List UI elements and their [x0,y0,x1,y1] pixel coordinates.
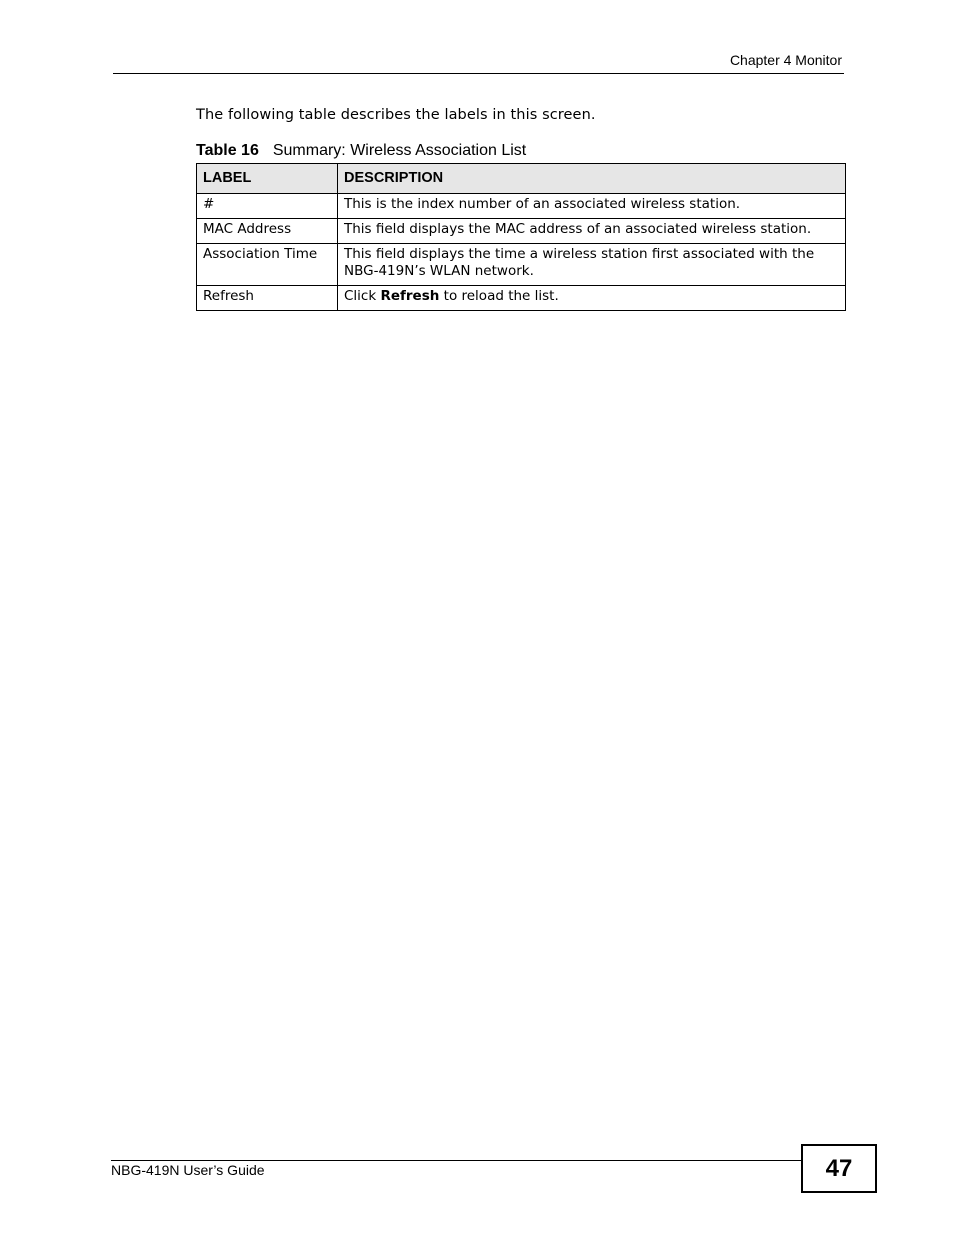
row-description: This field displays the MAC address of an associated wireless station. [338,219,846,244]
row-label: # [197,194,338,219]
table-caption-number: Table 16 [196,142,259,159]
table-header-row [197,164,846,194]
row-description: This field displays the time a wireless station first associated with the NBG-419N’s WLAN network. [338,244,846,286]
row-label: Refresh [197,286,338,311]
labels-table [196,163,846,311]
table-row [197,244,846,286]
desc-bold-term: Refresh [380,288,440,304]
guide-title: NBG-419N User’s Guide [111,1162,265,1178]
table-row [197,219,846,244]
column-header-label: LABEL [197,164,338,194]
desc-suffix: to reload the list. [439,288,559,304]
desc-prefix: Click [344,288,381,304]
table-row [197,194,846,219]
intro-paragraph: The following table describes the labels in this screen. [196,107,596,123]
header-rule [113,73,844,74]
page-number: 47 [801,1144,877,1193]
row-label: Association Time [197,244,338,286]
row-description: This is the index number of an associated wireless station. [338,194,846,219]
footer-rule [111,1160,802,1161]
table-caption-title: Summary: Wireless Association List [272,142,527,159]
table-caption [196,142,526,160]
table-row [197,286,846,311]
row-description [338,286,846,311]
row-label: MAC Address [197,219,338,244]
chapter-header: Chapter 4 Monitor [729,52,842,68]
column-header-description: DESCRIPTION [338,164,846,194]
